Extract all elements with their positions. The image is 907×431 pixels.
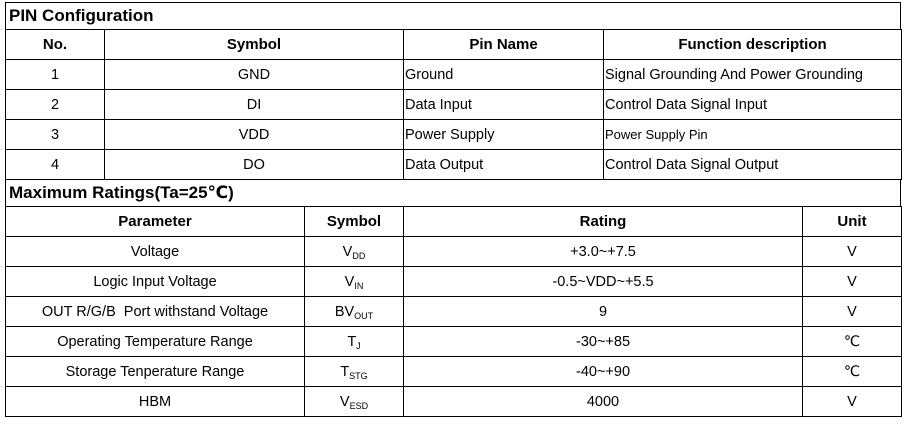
table-row [6, 297, 902, 327]
pin-no: 3 [6, 120, 105, 150]
datasheet [5, 2, 901, 417]
rating-value: -40~+90 [404, 357, 803, 387]
header-function: Function description [604, 30, 902, 60]
table-row [6, 387, 902, 417]
rating-unit: V [803, 297, 902, 327]
table-row [6, 357, 902, 387]
rating-value: 9 [404, 297, 803, 327]
rating-unit: V [803, 237, 902, 267]
pin-name: Data Input [404, 90, 604, 120]
pin-symbol: VDD [105, 120, 404, 150]
pin-no: 4 [6, 150, 105, 180]
rating-unit: ℃ [803, 357, 902, 387]
rating-parameter: Voltage [6, 237, 305, 267]
rating-parameter: Operating Temperature Range [6, 327, 305, 357]
header-pin-name: Pin Name [404, 30, 604, 60]
rating-symbol: $T_J$ [305, 327, 404, 357]
rating-parameter: Logic Input Voltage [6, 267, 305, 297]
rating-value: 4000 [404, 387, 803, 417]
pin-name: Data Output [404, 150, 604, 180]
rating-symbol: $V_{DD}$ [305, 237, 404, 267]
rating-symbol: $V_{IN}$ [305, 267, 404, 297]
pin-name: Power Supply [404, 120, 604, 150]
pin-table-header [6, 30, 902, 60]
table-row [6, 237, 902, 267]
maximum-ratings-table [5, 206, 902, 417]
table-row [6, 120, 902, 150]
pin-symbol: GND [105, 60, 404, 90]
rating-unit: V [803, 387, 902, 417]
pin-function: Power Supply Pin [604, 120, 902, 150]
pin-symbol: DI [105, 90, 404, 120]
header-unit: Unit [803, 207, 902, 237]
table-row [6, 327, 902, 357]
rating-parameter: OUT R/G/B Port withstand Voltage [6, 297, 305, 327]
pin-configuration-title: PIN Configuration [5, 2, 901, 29]
rating-symbol: $BV_{OUT}$ [305, 297, 404, 327]
maximum-ratings-title: Maximum Ratings(Ta=25℃) [5, 180, 901, 206]
rating-parameter: HBM [6, 387, 305, 417]
rating-value: +3.0~+7.5 [404, 237, 803, 267]
header-symbol: Symbol [305, 207, 404, 237]
header-no: No. [6, 30, 105, 60]
ratings-table-header [6, 207, 902, 237]
rating-symbol: $T_{STG}$ [305, 357, 404, 387]
pin-function: Signal Grounding And Power Grounding [604, 60, 902, 90]
rating-unit: V [803, 267, 902, 297]
pin-no: 2 [6, 90, 105, 120]
header-parameter: Parameter [6, 207, 305, 237]
table-row [6, 267, 902, 297]
pin-configuration-table [5, 29, 902, 180]
rating-unit: ℃ [803, 327, 902, 357]
pin-function: Control Data Signal Output [604, 150, 902, 180]
pin-no: 1 [6, 60, 105, 90]
table-row [6, 60, 902, 90]
rating-symbol: $V_{ESD}$ [305, 387, 404, 417]
table-row [6, 150, 902, 180]
pin-function: Control Data Signal Input [604, 90, 902, 120]
rating-value: -0.5~VDD~+5.5 [404, 267, 803, 297]
header-rating: Rating [404, 207, 803, 237]
pin-name: Ground [404, 60, 604, 90]
header-symbol: Symbol [105, 30, 404, 60]
rating-value: -30~+85 [404, 327, 803, 357]
pin-symbol: DO [105, 150, 404, 180]
table-row [6, 90, 902, 120]
rating-parameter: Storage Tenperature Range [6, 357, 305, 387]
